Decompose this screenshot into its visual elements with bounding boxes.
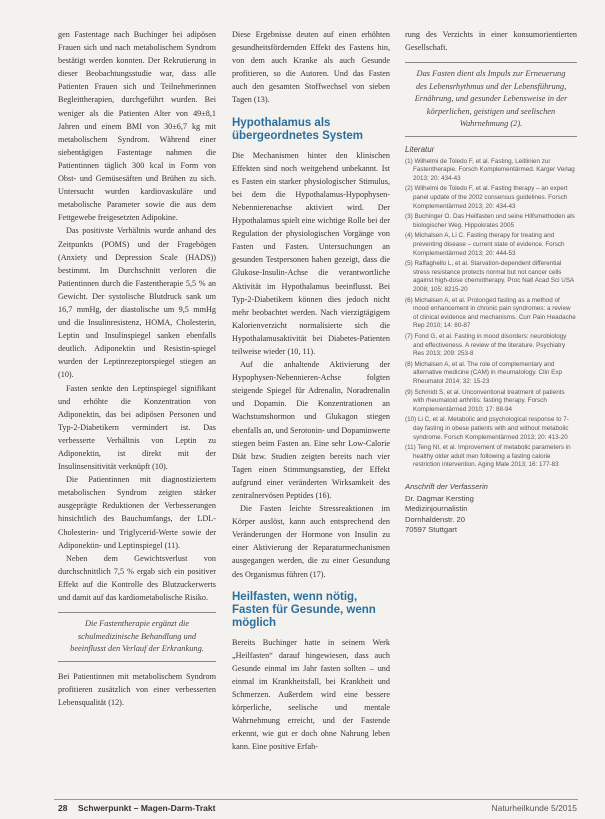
page-footer	[0, 803, 605, 817]
section-name: Schwerpunkt – Magen-Darm-Trakt	[78, 803, 216, 813]
column-2-paragraph: Bereits Buchinger hatte in seinem Werk „Heilfasten“ darauf hingewiesen, dass auch Gesunde einmal im Jahr fasten sollten – und einmal im Krankheitsfall, bei Krankheit und Schmerzen. Außerdem wird eine bessere körperliche, seelische und mentale Wahrnehmung erreicht, und der Fastende erkennt, wie gut er doch ohne Nahrung leben kann. Eine positive Erfah-	[232, 637, 390, 752]
reference-item: (5) Raffaghello L, et al. Starvation-dependent differential stress resistance protects normal but not cancer cells against high-dose chemotherapy. Proc Natl Acad Sci USA 2008; 105: 8215-20	[405, 260, 574, 293]
reference-item: (7) Fond G, et al. Fasting in mood disorders: neurobiology and effectiveness. A review of the literature. Psychiatry Res 2013; 209: 253-8	[405, 332, 567, 358]
reference-item: (3) Buchinger O. Das Heilfasten und seine Hilfsmethoden als biologischer Weg. Hippokrates 2005	[405, 213, 575, 229]
pull-quote-1: Die Fastentherapie ergänzt die schulmedizinische Behandlung und beeinflusst den Verlauf der Erkrankung.	[58, 612, 216, 662]
references-list	[405, 158, 577, 470]
footer-divider	[54, 799, 578, 800]
column-2-paragraph: Die Mechanismen hinter den klinischen Effekten sind noch weitgehend unbekannt. Ist es Fasten ein starker physiologischer Stimulus, bei dem die Hypothalamus-Hypophysen-Nebennierenachse aktiviert wird. Der Hypothalamus spielt eine wichtige Rolle bei der Regulation der physiologischen Vorgänge von Fasten und Fasten. Untersuchungen an gesunden Testpersonen haben gezeigt, dass die Glukose-Insulin-Achse die verantwortliche Aktivität im Hypothalamus beeinflusst. Bei Typ-2-Diabetikern können dies jedoch nicht mehr beobachtet werden. Nach vierzigtägigem Kalorienverzicht normalisierte sich die Hypothalamusaktivität bei Diabetes-Patienten teilweise wieder (10, 11).	[232, 150, 390, 356]
section-heading-heilfasten: Heilfasten, wenn nötig, Fasten für Gesunde, wenn möglich	[232, 590, 376, 629]
reference-item: (4) Michalsen A, Li C. Fasting therapy for treating and preventing disease – current state of evidence. Forsch Komplementärmed 2013; 20: 444-53	[405, 232, 565, 257]
text-column-3	[405, 28, 577, 536]
column-1-paragraph: gen Fastentage nach Buchinger bei adipösen Frauen sich und nach metabolischem Syndrom bestätigt werden konnten. Der Rekrutierung in dieser Beobachtungsstudie war, dass alle Patienten Frauen sich und Teilnehmerinnen Begleittherapien, durchgeführt wurden. Bei weniger als die Patienten Alter von 49±8,1 Jahren und einem BMI von 30±6,7 kg mit metabolischem Syndrom. Während einer siebentägigen Fastentage nahmen die Patientinnen täglich 300 kcal in Form von Obst- und Gemüsesäften und Brühen zu sich. Untersucht wurden kardiovaskuläre und metabolische Parameter sowie die aus dem Fettgewebe freigesetzten Adipokine.	[58, 30, 216, 223]
column-2-paragraph: Die Fasten leichte Stressreaktionen im Körper auslöst, kann auch entsprechend den Veränderungen der Hormone von Insulin zu einer Aktivierung der Reparaturmechanismen ausgegangen werden, die zu einer Gesundung des Organismus führen (17).	[232, 504, 390, 579]
reference-item: (10) Li C, et al. Metabolic and psychological response to 7-day fasting in obese patients with and without metabolic syndrome. Forsch Komplementärmed 2013; 20: 413-20	[405, 416, 569, 441]
references-heading: Literatur	[405, 144, 435, 154]
author-role: Medizinjournalistin	[405, 504, 468, 514]
pull-quote-2: Das Fasten dient als Impuls zur Erneuerung des Lebensrhythmus und der Lebensführung, Ernährung, und gesunder Lebensweise in der körperlichen, geistigen und seelischen Wahrnehmung (2).	[405, 62, 577, 137]
section-heading-hypothalamus: Hypothalamus als übergeordnetes System	[232, 116, 364, 142]
reference-item: (6) Michalsen A, et al. Prolonged fasting as a method of mood enhancement in chronic pain syndromes: a review of clinical evidence and mechanisms. Curr Pain Headache Rep 2010; 14: 80-87	[405, 296, 576, 330]
column-1-paragraph: Die Patientinnen mit diagnostiziertem metabolischen Syndrom zeigten stärker ausgeprägte Reduktionen der Verbesserungen hinsichtlich des Bauchumfangs, der LDL-Cholesterin- und Triglycerid-Werte sowie der Adiponektin- und Leptinspiegel (11).	[58, 475, 216, 550]
column-1-paragraph: Neben dem Gewichtsverlust von durchschnittlich 7,5 % ergab sich ein positiver Effekt auf die Kontrolle des Blutzuckerwerts und damit auf das kardiometabolische Risiko.	[58, 553, 216, 603]
issue-label: Naturheilkunde 5/2015	[491, 803, 577, 813]
column-2-paragraph: Auf die anhaltende Aktivierung der Hypophysen-Nebennieren-Achse folgten steigende Spiegel für Adrenalin, Noradrenalin und Dopamin. Die Konzentrationen an Wachstumshormon und Glukagon stiegen ebenfalls an, und Serotonin- und Dopaminwerte stiegen beim Fasten an. Eine sehr Low-Calorie Diät bzw. Studien zeigten bereits nach vier Tagen einen Stimmungsanstieg, der Effekt aufgrund einer veränderten Wirksamkeit des zentralnervösen Peptides (16).	[232, 360, 390, 500]
author-address-heading: Anschrift der Verfasserin	[405, 481, 488, 491]
page-number: 28	[58, 803, 68, 813]
reference-item: (1) Wilhelmi de Toledo F, et al. Fasting, Leitlinien zur Fastentherapie. Forsch Komplementärmed. Karger Verlag 2013; 20: 434-43	[405, 157, 575, 182]
reference-item: (9) Schmidt S, et al. Unconventional treatment of patients with rheumatoid arthritis: fasting therapy. Forsch Komplementärmed 2010; 17: 88-94	[405, 388, 565, 413]
column-1-paragraph: Das positivste Verhältnis wurde anhand des Zeitpunkts (POMS) und der Fragebögen (Anxiety und Depression Scale (HADS)) bestimmt. Im Durchschnitt verloren die Patientinnen durch die Fastentherapie 5,5 % an Gewicht. Der systolische Blutdruck sank um 16,7 mmHg, der diastolische um 9,5 mmHg und die Insulinresistenz, HOMA, Cholesterin, Leptin und Insulinspiegel sanken ebenfalls deutlich. Adiponektin und Resistin-spiegel wurden der Leptinrezeptorspiegel stiegen an (10).	[58, 226, 216, 380]
author-name: Dr. Dagmar Kersting	[405, 493, 474, 503]
column-1-paragraph: Fasten senkte den Leptinspiegel signifikant und erhöhte die Konzentration von Adiponektin, das bei adipösen Personen und Typ-2-Diabetikern vermindert ist. Das verbesserte Verhältnis von Leptin zu Adiponektin, ist direkt mit der Insulinsensitivität verknüpft (10).	[58, 383, 216, 472]
author-street: Dornhaldenstr. 20	[405, 514, 465, 524]
reference-item: (11) Teng NI, et al. Improvement of metabolic parameters in healthy older adult men following a fasting calorie restriction intervention. Aging Male 2013; 16: 177-83	[405, 444, 571, 469]
text-column-1	[58, 28, 216, 709]
column-1-paragraph: Bei Patientinnen mit metabolischem Syndrom profitieren zusätzlich von einer verbesserten Lebensqualität (12).	[58, 671, 216, 707]
author-city: 70597 Stuttgart	[405, 525, 457, 535]
reference-item: (2) Wilhelmi de Toledo F, et al. Fasting therapy – an expert panel update of the 2002 consensus guidelines. Forsch Komplementärmed 2013; 20: 434-43	[405, 185, 568, 210]
text-column-2	[232, 28, 390, 754]
reference-item: (8) Michalsen A, et al. The role of complementary and alternative medicine (CAM) in rheumatology. Clin Exp Rheumatol 2014; 32: 15-23	[405, 360, 562, 385]
column-2-intro: Diese Ergebnisse deuten auf einen erhöhten gesundheitsfördernden Effekt des Fastens hin, von dem auch Kranke als auch Gesunde profitieren, so die Autoren. Und das Fasten auch den gesamten Stoffwechsel von sieben Tagen (13).	[232, 30, 390, 105]
column-3-intro: rung des Verzichts in einer konsumorientierten Gesellschaft.	[405, 30, 577, 53]
